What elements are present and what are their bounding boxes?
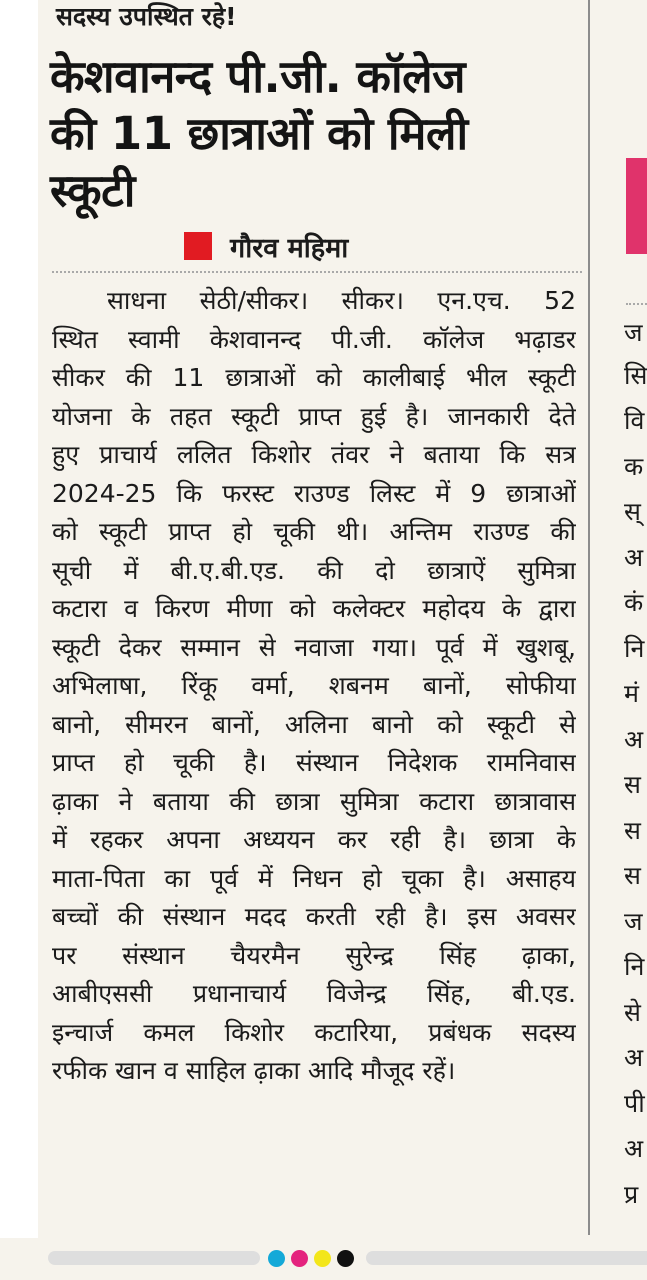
cyan-dot-icon [268, 1250, 285, 1267]
headline-line: स्कूटी [50, 164, 135, 217]
grey-tone-bar [48, 1251, 260, 1265]
body-line: इन्चार्ज कमल किशोर कटारिया, प्रबंधक सदस्य [52, 1017, 576, 1047]
column-fragment: ज [624, 318, 643, 347]
dotted-divider [626, 303, 647, 305]
body-line: पर संस्थान चैयरमैन सुरेन्द्र सिंह ढ़ाका, [52, 940, 576, 970]
body-line: को स्कूटी प्राप्त हो चूकी थी। अन्तिम राउण्ड की [52, 517, 576, 546]
byline [184, 228, 348, 264]
headline-line: केशवानन्द पी.जी. कॉलेज [50, 50, 466, 103]
previous-article-tail: सदस्य उपस्थित रहे! [56, 2, 237, 31]
column-fragment: स [624, 770, 641, 799]
body-line: आबीएससी प्रधानाचार्य विजेन्द्र सिंह, बी.एड. [52, 979, 576, 1008]
page-margin [0, 0, 38, 1280]
column-fragment: क [624, 452, 644, 481]
column-fragment: पी [624, 1089, 645, 1118]
body-line: साधना सेठी/सीकर। सीकर। एन.एच. 52 [107, 286, 576, 315]
column-fragment: नि [624, 952, 645, 981]
body-line: बानो, सीमरन बानों, अलिना बानो को स्कूटी से [52, 709, 576, 739]
column-fragment: सि [624, 361, 647, 390]
column-fragment: कं [624, 588, 644, 617]
black-dot-icon [337, 1250, 354, 1267]
body-line: प्राप्त हो चूकी है। संस्थान निदेशक रामनिवास [52, 748, 576, 777]
dotted-divider [52, 271, 582, 273]
column-fragment: अ [624, 725, 644, 754]
body-line: अभिलाषा, रिंकू वर्मा, शबनम बानों, सोफीया [52, 671, 576, 700]
body-line: बच्चों की संस्थान मदद करती रही है। इस अवसर [52, 902, 576, 931]
magenta-dot-icon [291, 1250, 308, 1267]
headline [50, 48, 580, 219]
column-fragment: वि [624, 406, 645, 435]
yellow-dot-icon [314, 1250, 331, 1267]
column-divider [588, 0, 590, 1235]
column-fragment: अ [624, 1134, 644, 1163]
body-line: हुए प्राचार्य ललित किशोर तंवर ने बताया कि सत्र [52, 440, 576, 469]
column-fragment: ज [624, 907, 643, 936]
column-fragment: अ [624, 543, 644, 572]
body-line: 2024-25 कि फरस्ट राउण्ड लिस्ट में 9 छात्राओं [52, 478, 576, 508]
byline-author: गौरव महिमा [230, 232, 349, 264]
column-fragment: से [624, 998, 641, 1027]
body-line: स्कूटी देकर सम्मान से नवाजा गया। पूर्व में खुशबू, [52, 632, 576, 662]
article-body [52, 282, 576, 1091]
column-fragment: नि [624, 634, 645, 663]
column-fragment: स [624, 861, 641, 890]
column-fragment: प्र [624, 1180, 639, 1209]
headline-line: की 11 छात्राओं को मिली [50, 107, 468, 160]
adjacent-column [596, 0, 647, 1240]
body-line: योजना के तहत स्कूटी प्राप्त हुई है। जानकारी देते [52, 401, 576, 431]
body-line: सूची में बी.ए.बी.एड. की दो छात्राऐं सुमित्रा [52, 555, 576, 585]
column-fragment: स् [624, 497, 641, 526]
column-fragment: अ [624, 1043, 644, 1072]
body-line: रफीक खान व साहिल ढ़ाका आदि मौजूद रहें। [52, 1056, 456, 1085]
column-fragment: मं [624, 679, 639, 708]
news-article [44, 0, 584, 1240]
body-line: स्थित स्वामी केशवानन्द पी.जी. कॉलेज भढ़ाडर [52, 324, 576, 354]
body-line: सीकर की 11 छात्राओं को कालीबाई भील स्कूटी [52, 363, 576, 392]
body-line: में रहकर अपना अध्ययन कर रही है। छात्रा के [52, 825, 576, 854]
grey-tone-bar [366, 1251, 647, 1265]
body-line: माता-पिता का पूर्व में निधन हो चूका है। असाहय [52, 863, 576, 893]
body-line: कटारा व किरण मीणा को कलेक्टर महोदय के द्वारा [52, 594, 576, 623]
column-fragment: स [624, 816, 641, 845]
body-line: ढ़ाका ने बताया की छात्रा सुमित्रा कटारा छात्रावास [52, 786, 576, 816]
red-square-icon [184, 232, 212, 260]
pink-header-block [626, 158, 647, 254]
